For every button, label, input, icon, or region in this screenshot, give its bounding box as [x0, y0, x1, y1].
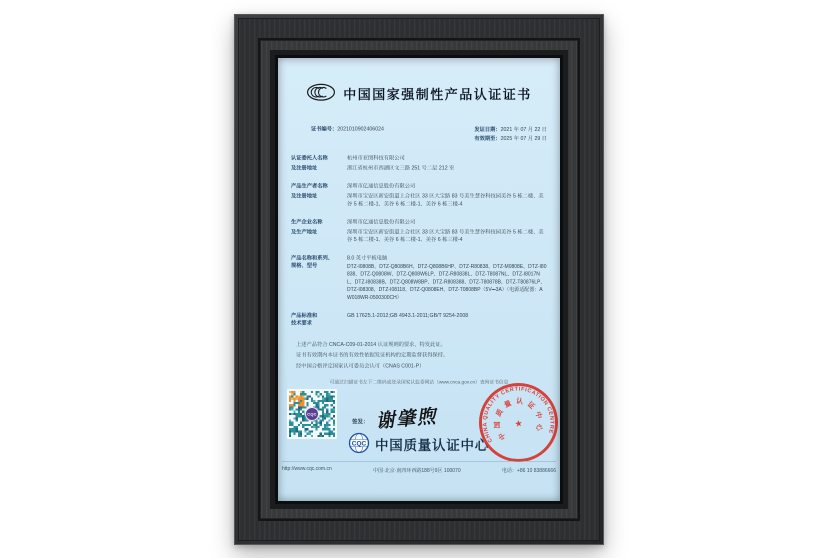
footer-website: http://www.cqc.com.cn: [281, 465, 332, 471]
svg-text:CHINA QUALITY CERTIFICATION CE: [477, 381, 556, 443]
statement-line: 证书有效期内本证书的有效性依据发证机构的定期监督获得保持。: [295, 351, 448, 358]
issue-date-row: [474, 125, 547, 134]
field-label: 认证委托人名称: [290, 154, 328, 161]
producer-address-row: [291, 192, 547, 207]
field-label: 及注册地址: [290, 192, 317, 199]
signature-block: [352, 403, 437, 431]
signer-signature: 谢肇煦: [374, 403, 438, 432]
valid-until-value: 2025 年 07 月 29 日: [500, 135, 547, 142]
certificate-statements: [296, 339, 542, 371]
product-models: DTZ-I0808B、DTZ-Q808B6H、DTZ-Q808B6HP、DTZ-R80838、DTZ-M0808E、DTZ-I80838、DTZ-Q0808W、DTZ-Q808W6LP、DTZ-R80838L、DTZ-T8087NL、DTZ-I8017NL、DTZ-I80838B、DTZ-Q808W8BP、DTZ-R808388、DTZ-T80878B、DTZ-T80876LP、DTZ-I08308、DTZ-I08118、DTZ-Q0808EH、DTZ-T0808BP（5V⎓3A）（电源适配器：AW018WR-0500300CH）: [346, 263, 546, 300]
footer-phone: 电话：+86 10 83886666: [501, 467, 556, 473]
applicant-name-row: [291, 154, 547, 162]
field-value: 杭州市亚图科技有限公司: [346, 154, 405, 161]
stamp-outer-text: CHINA QUALITY CERTIFICATION CENTRE: [481, 385, 555, 443]
valid-until-row: [474, 134, 547, 143]
footer-address: 中国·北京·南四环西路188号9区 100070: [372, 467, 461, 473]
official-stamp-icon: [470, 374, 560, 470]
stamp-inner-text: 中国质量认证中心: [493, 397, 543, 441]
product-name: 8.0 英寸平板电脑: [346, 254, 387, 261]
certificate-dates: [474, 125, 547, 143]
product-row: [291, 254, 547, 301]
qr-code: [287, 389, 337, 439]
frame-step: [270, 50, 568, 509]
standard-label-line2: 技术要求: [290, 319, 312, 326]
ccc-mark-icon: [306, 83, 336, 104]
issuer-block: [348, 432, 489, 457]
product-value: [347, 254, 547, 301]
standard-value: GB 17625.1-2012;GB 4943.1-2011;GB/T 9254-2008: [346, 312, 468, 319]
certificate-meta: [311, 125, 547, 143]
producer-name-row: [291, 182, 547, 190]
qr-badge-text: CQC: [306, 411, 317, 416]
cqc-logo-text: CQC: [351, 439, 366, 447]
applicant-address-row: [291, 164, 547, 172]
certificate-title: 中国国家强制性产品认证证书: [342, 86, 532, 102]
field-value: 深圳市亿通信息股份有限公司: [346, 182, 415, 189]
factory-address-row: [291, 228, 547, 243]
statement-line: 上述产品符合 CNCA-C09-01-2014 认证规则的要求，特发此证。: [295, 340, 446, 347]
field-value: 深圳市亿通信息股份有限公司: [346, 218, 415, 225]
certificate-body: [291, 154, 547, 371]
certificate-footer: [282, 461, 556, 474]
certificate-document: [278, 58, 560, 501]
cert-no-label: 证书编号：: [310, 125, 337, 132]
field-label: 及生产地址: [290, 228, 317, 235]
standard-label: [291, 312, 345, 327]
sign-label: 签发：: [351, 418, 368, 425]
field-value: 深圳市宝安区新安街道上合社区 33 区大宝路 83 号美生慧谷科技园美谷 5 栋二楼、美谷 5 栋二楼-1、美谷 6 栋二楼-1、美谷 6 栋三楼-4: [346, 192, 544, 207]
certificate-number: [311, 125, 384, 143]
field-label: 生产企业名称: [290, 218, 322, 225]
statement-line: 经中国合格评定国家认可委员会认可（CNAS C001-P）: [295, 362, 424, 369]
standard-label-line1: 产品标准和: [290, 312, 317, 319]
frame-inner-band: [260, 40, 578, 519]
stamp-star: ★: [513, 417, 523, 429]
standard-row: [291, 312, 547, 327]
field-value: 深圳市宝安区新安街道上合社区 33 区大宝路 83 号美生慧谷科技园美谷 5 栋二楼、美谷 5 栋二楼-1、美谷 6 栋二楼-1、美谷 6 栋三楼-4: [346, 228, 544, 243]
certificate-header: [278, 58, 560, 104]
product-label: [291, 254, 345, 301]
query-note: 可通过扫描证书左下二维码或登录国家认监委网站（www.cnca.gov.cn）查询证书信息: [329, 379, 508, 385]
issue-date-value: 2021 年 07 月 22 日: [500, 126, 547, 132]
issuer-name: 中国质量认证中心: [374, 437, 489, 453]
frame-outer-band: [238, 18, 600, 541]
product-label-line2: 规格、型号: [290, 261, 317, 268]
qr-center-badge: [305, 407, 319, 421]
picture-frame: [234, 14, 604, 545]
factory-name-row: [291, 218, 547, 226]
frame-groove: [258, 38, 580, 521]
field-label: 及注册地址: [290, 164, 317, 171]
issue-date-label: 发证日期：: [473, 126, 501, 132]
product-label-line1: 产品名称和系列、: [290, 254, 333, 261]
cqc-logo-icon: [348, 432, 370, 457]
field-value: 浙江省杭州市西湖区文三路 251 号二层 212 室: [346, 164, 454, 171]
valid-until-label: 有效期至：: [473, 135, 501, 142]
cert-no-value: 2021010902406024: [336, 125, 384, 132]
field-label: 产品生产者名称: [290, 182, 328, 189]
frame-lip: [275, 55, 563, 504]
